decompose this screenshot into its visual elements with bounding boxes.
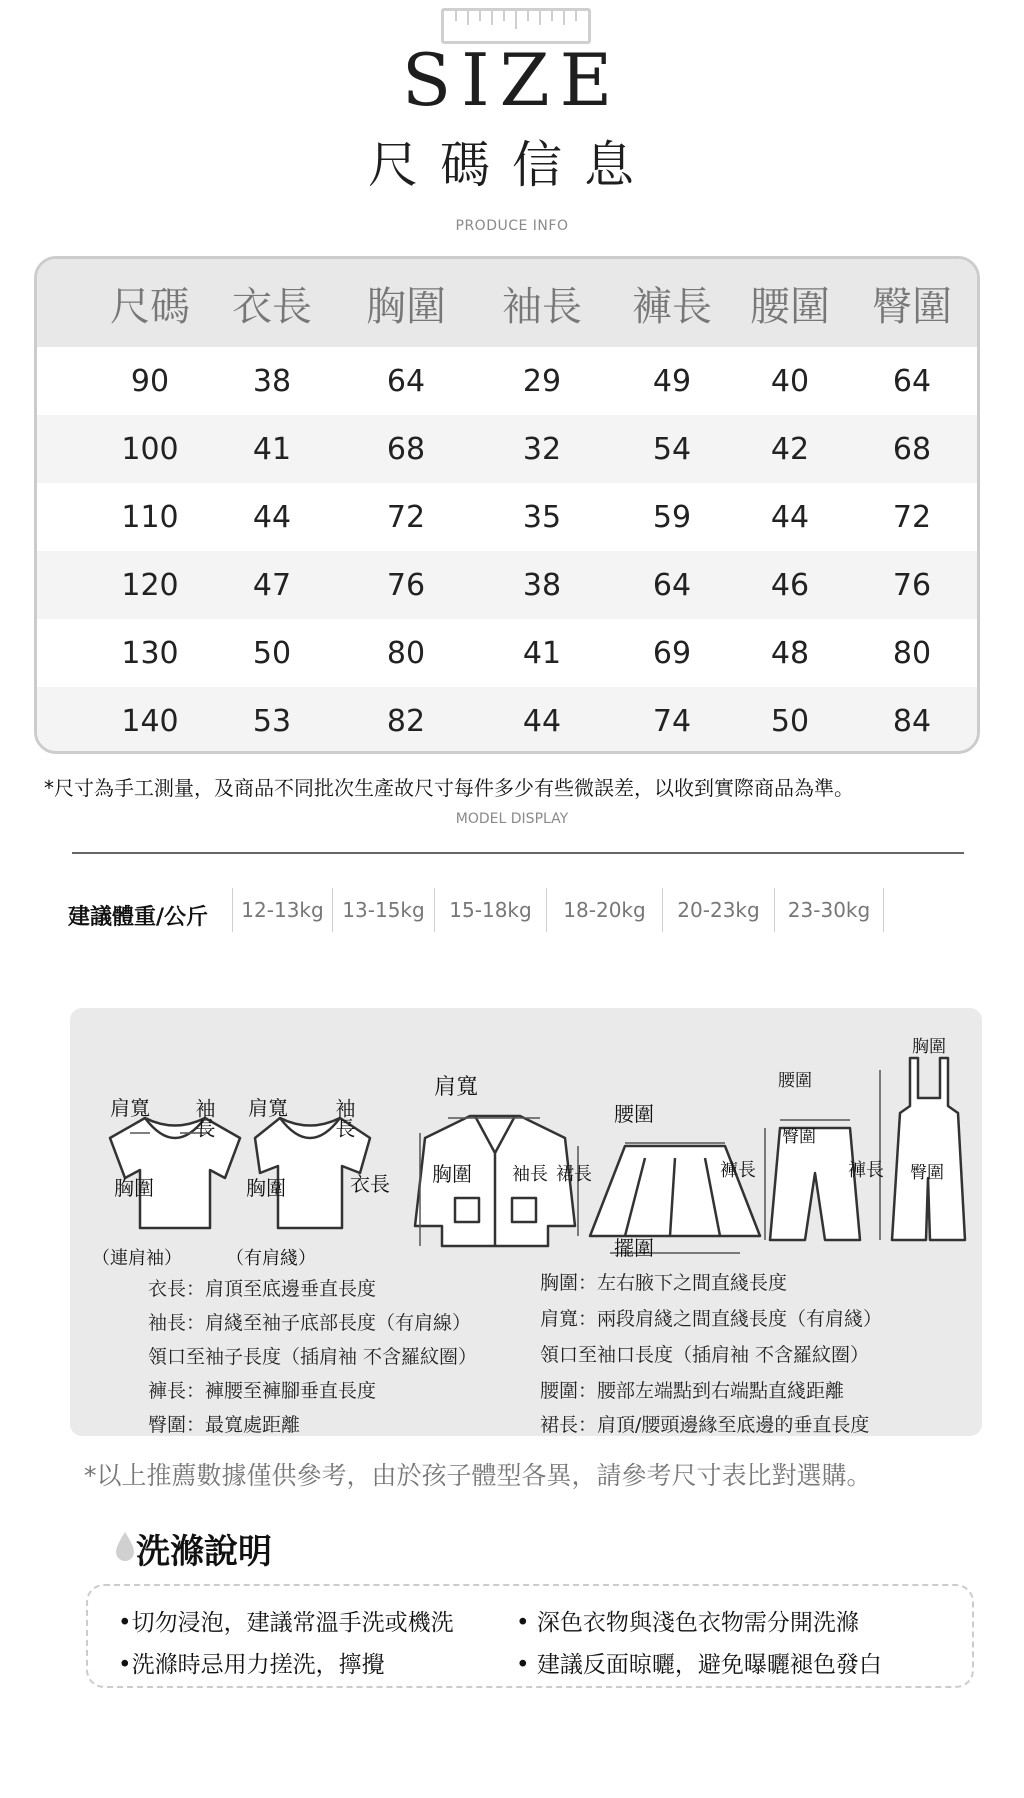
table-cell: 49 xyxy=(652,363,692,399)
table-cell: 76 xyxy=(386,567,426,603)
label-jacket-sleeve: 袖長 xyxy=(512,1164,548,1185)
definition-left: 褲長：褲腰至褲腳垂直長度 xyxy=(148,1380,377,1402)
table-cell: 84 xyxy=(892,703,932,739)
table-cell: 44 xyxy=(252,499,292,535)
label-overall-chest: 胸圍 xyxy=(912,1037,946,1057)
header-cell: 腰圍 xyxy=(750,283,830,330)
table-row xyxy=(37,415,977,483)
header-cell: 褲長 xyxy=(632,283,712,330)
weight-cell: 18-20kg xyxy=(546,888,662,932)
washing-item: • 建議反面晾曬，避免曝曬褪色發白 xyxy=(516,1652,882,1678)
label-skirt-waist: 腰圍 xyxy=(614,1102,654,1126)
label-sleeve: 袖長 xyxy=(332,1098,356,1138)
table-cell: 53 xyxy=(252,703,292,739)
label-pants-hip: 臀圍 xyxy=(782,1127,816,1147)
model-display-label: MODEL DISPLAY xyxy=(455,811,569,827)
table-cell: 50 xyxy=(770,703,810,739)
weight-cell: 15-18kg xyxy=(434,888,546,932)
header-cell: 袖長 xyxy=(502,283,582,330)
header-cell: 胸圍 xyxy=(366,283,446,330)
washing-item: • 深色衣物與淺色衣物需分開洗滌 xyxy=(516,1610,859,1636)
table-cell: 64 xyxy=(386,363,426,399)
definition-left: 臀圍：最寬處距離 xyxy=(148,1414,301,1436)
table-cell: 74 xyxy=(652,703,692,739)
label-set-in: （有肩綫） xyxy=(226,1248,316,1269)
table-header xyxy=(37,259,977,347)
divider xyxy=(72,852,964,854)
table-cell: 80 xyxy=(892,635,932,671)
water-drop-icon xyxy=(114,1530,136,1562)
label-skirt-length: 裙長 xyxy=(556,1164,592,1185)
table-cell: 38 xyxy=(252,363,292,399)
table-cell: 29 xyxy=(522,363,562,399)
weight-cell: 13-15kg xyxy=(332,888,434,932)
table-cell: 76 xyxy=(892,567,932,603)
table-cell: 46 xyxy=(770,567,810,603)
weight-label: 建議體重/公斤 xyxy=(68,905,209,930)
weight-cell: 23-30kg xyxy=(774,888,884,932)
label-shoulder: 肩寬 xyxy=(110,1096,150,1120)
label-jacket-shoulder: 肩寬 xyxy=(434,1075,479,1100)
table-cell: 42 xyxy=(770,431,810,467)
washing-item: •切勿浸泡，建議常溫手洗或機洗 xyxy=(118,1610,454,1636)
header-cell: 衣長 xyxy=(232,283,312,330)
table-cell: 72 xyxy=(386,499,426,535)
label-skirt-hem: 擺圍 xyxy=(614,1236,654,1260)
definition-right: 胸圍：左右腋下之間直綫長度 xyxy=(540,1272,788,1294)
label-chest: 胸圍 xyxy=(114,1176,154,1200)
label-jacket-chest: 胸圍 xyxy=(432,1162,472,1186)
table-cell: 140 xyxy=(121,703,179,739)
definition-left: 衣長：肩頂至底邊垂直長度 xyxy=(148,1278,377,1300)
label-pants-length: 褲長 xyxy=(720,1160,756,1181)
label-raglan: （連肩袖） xyxy=(92,1248,182,1269)
table-cell: 44 xyxy=(522,703,562,739)
header-cell: 尺碼 xyxy=(110,283,190,330)
washing-item: •洗滌時忌用力搓洗，擰攪 xyxy=(118,1652,385,1678)
header-cell: 臀圍 xyxy=(872,283,952,330)
table-cell: 35 xyxy=(522,499,562,535)
table-cell: 100 xyxy=(121,431,179,467)
table-cell: 50 xyxy=(252,635,292,671)
definition-right: 領口至袖口長度（插肩袖 不含羅紋圈） xyxy=(540,1344,870,1366)
weight-cell: 20-23kg xyxy=(662,888,774,932)
table-cell: 72 xyxy=(892,499,932,535)
table-cell: 48 xyxy=(770,635,810,671)
table-cell: 80 xyxy=(386,635,426,671)
table-cell: 40 xyxy=(770,363,810,399)
label-shoulder: 肩寬 xyxy=(248,1096,288,1120)
table-cell: 38 xyxy=(522,567,562,603)
table-cell: 44 xyxy=(770,499,810,535)
table-cell: 110 xyxy=(121,499,179,535)
weight-cell: 12-13kg xyxy=(232,888,332,932)
table-cell: 54 xyxy=(652,431,692,467)
table-row xyxy=(37,619,977,687)
size-table xyxy=(34,256,980,754)
table-cell: 120 xyxy=(121,567,179,603)
table-cell: 69 xyxy=(652,635,692,671)
label-overall-length: 褲長 xyxy=(848,1160,884,1181)
table-cell: 64 xyxy=(652,567,692,603)
definition-right: 腰圍：腰部左端點到右端點直綫距離 xyxy=(540,1380,845,1402)
table-cell: 47 xyxy=(252,567,292,603)
table-cell: 68 xyxy=(386,431,426,467)
table-cell: 41 xyxy=(252,431,292,467)
definition-left: 袖長：肩綫至袖子底部長度（有肩線） xyxy=(148,1312,472,1334)
table-row xyxy=(37,347,977,415)
label-pants-waist: 腰圍 xyxy=(778,1071,812,1091)
measurement-note: *尺寸為手工測量，及商品不同批次生產故尺寸每件多少有些微誤差，以收到實際商品為準。 xyxy=(44,776,854,800)
produce-info-subtitle: PRODUCE INFO xyxy=(455,218,569,234)
label-overall-hip: 臀圍 xyxy=(910,1163,944,1183)
size-title: SIZE xyxy=(401,38,623,122)
table-cell: 32 xyxy=(522,431,562,467)
definition-right: 裙長：肩頂/腰頭邊緣至底邊的垂直長度 xyxy=(540,1414,870,1436)
table-cell: 41 xyxy=(522,635,562,671)
definition-right: 肩寬：兩段肩綫之間直綫長度（有肩綫） xyxy=(540,1308,883,1330)
label-jacket-length: 衣長 xyxy=(350,1172,390,1196)
definition-left: 領口至袖子長度（插肩袖 不含羅紋圈） xyxy=(148,1346,478,1368)
table-row xyxy=(37,483,977,551)
size-info-title: 尺碼信息 xyxy=(368,136,656,194)
table-row xyxy=(37,551,977,619)
table-cell: 68 xyxy=(892,431,932,467)
table-cell: 90 xyxy=(130,363,170,399)
label-sleeve: 袖長 xyxy=(192,1098,216,1138)
table-cell: 59 xyxy=(652,499,692,535)
washing-title: 洗滌說明 xyxy=(136,1532,272,1572)
table-cell: 130 xyxy=(121,635,179,671)
overall-icon xyxy=(892,1058,965,1240)
table-row xyxy=(37,687,977,754)
reference-note: *以上推薦數據僅供參考，由於孩子體型各異，請參考尺寸表比對選購。 xyxy=(84,1461,872,1490)
label-chest: 胸圍 xyxy=(246,1176,286,1200)
table-cell: 82 xyxy=(386,703,426,739)
table-cell: 64 xyxy=(892,363,932,399)
